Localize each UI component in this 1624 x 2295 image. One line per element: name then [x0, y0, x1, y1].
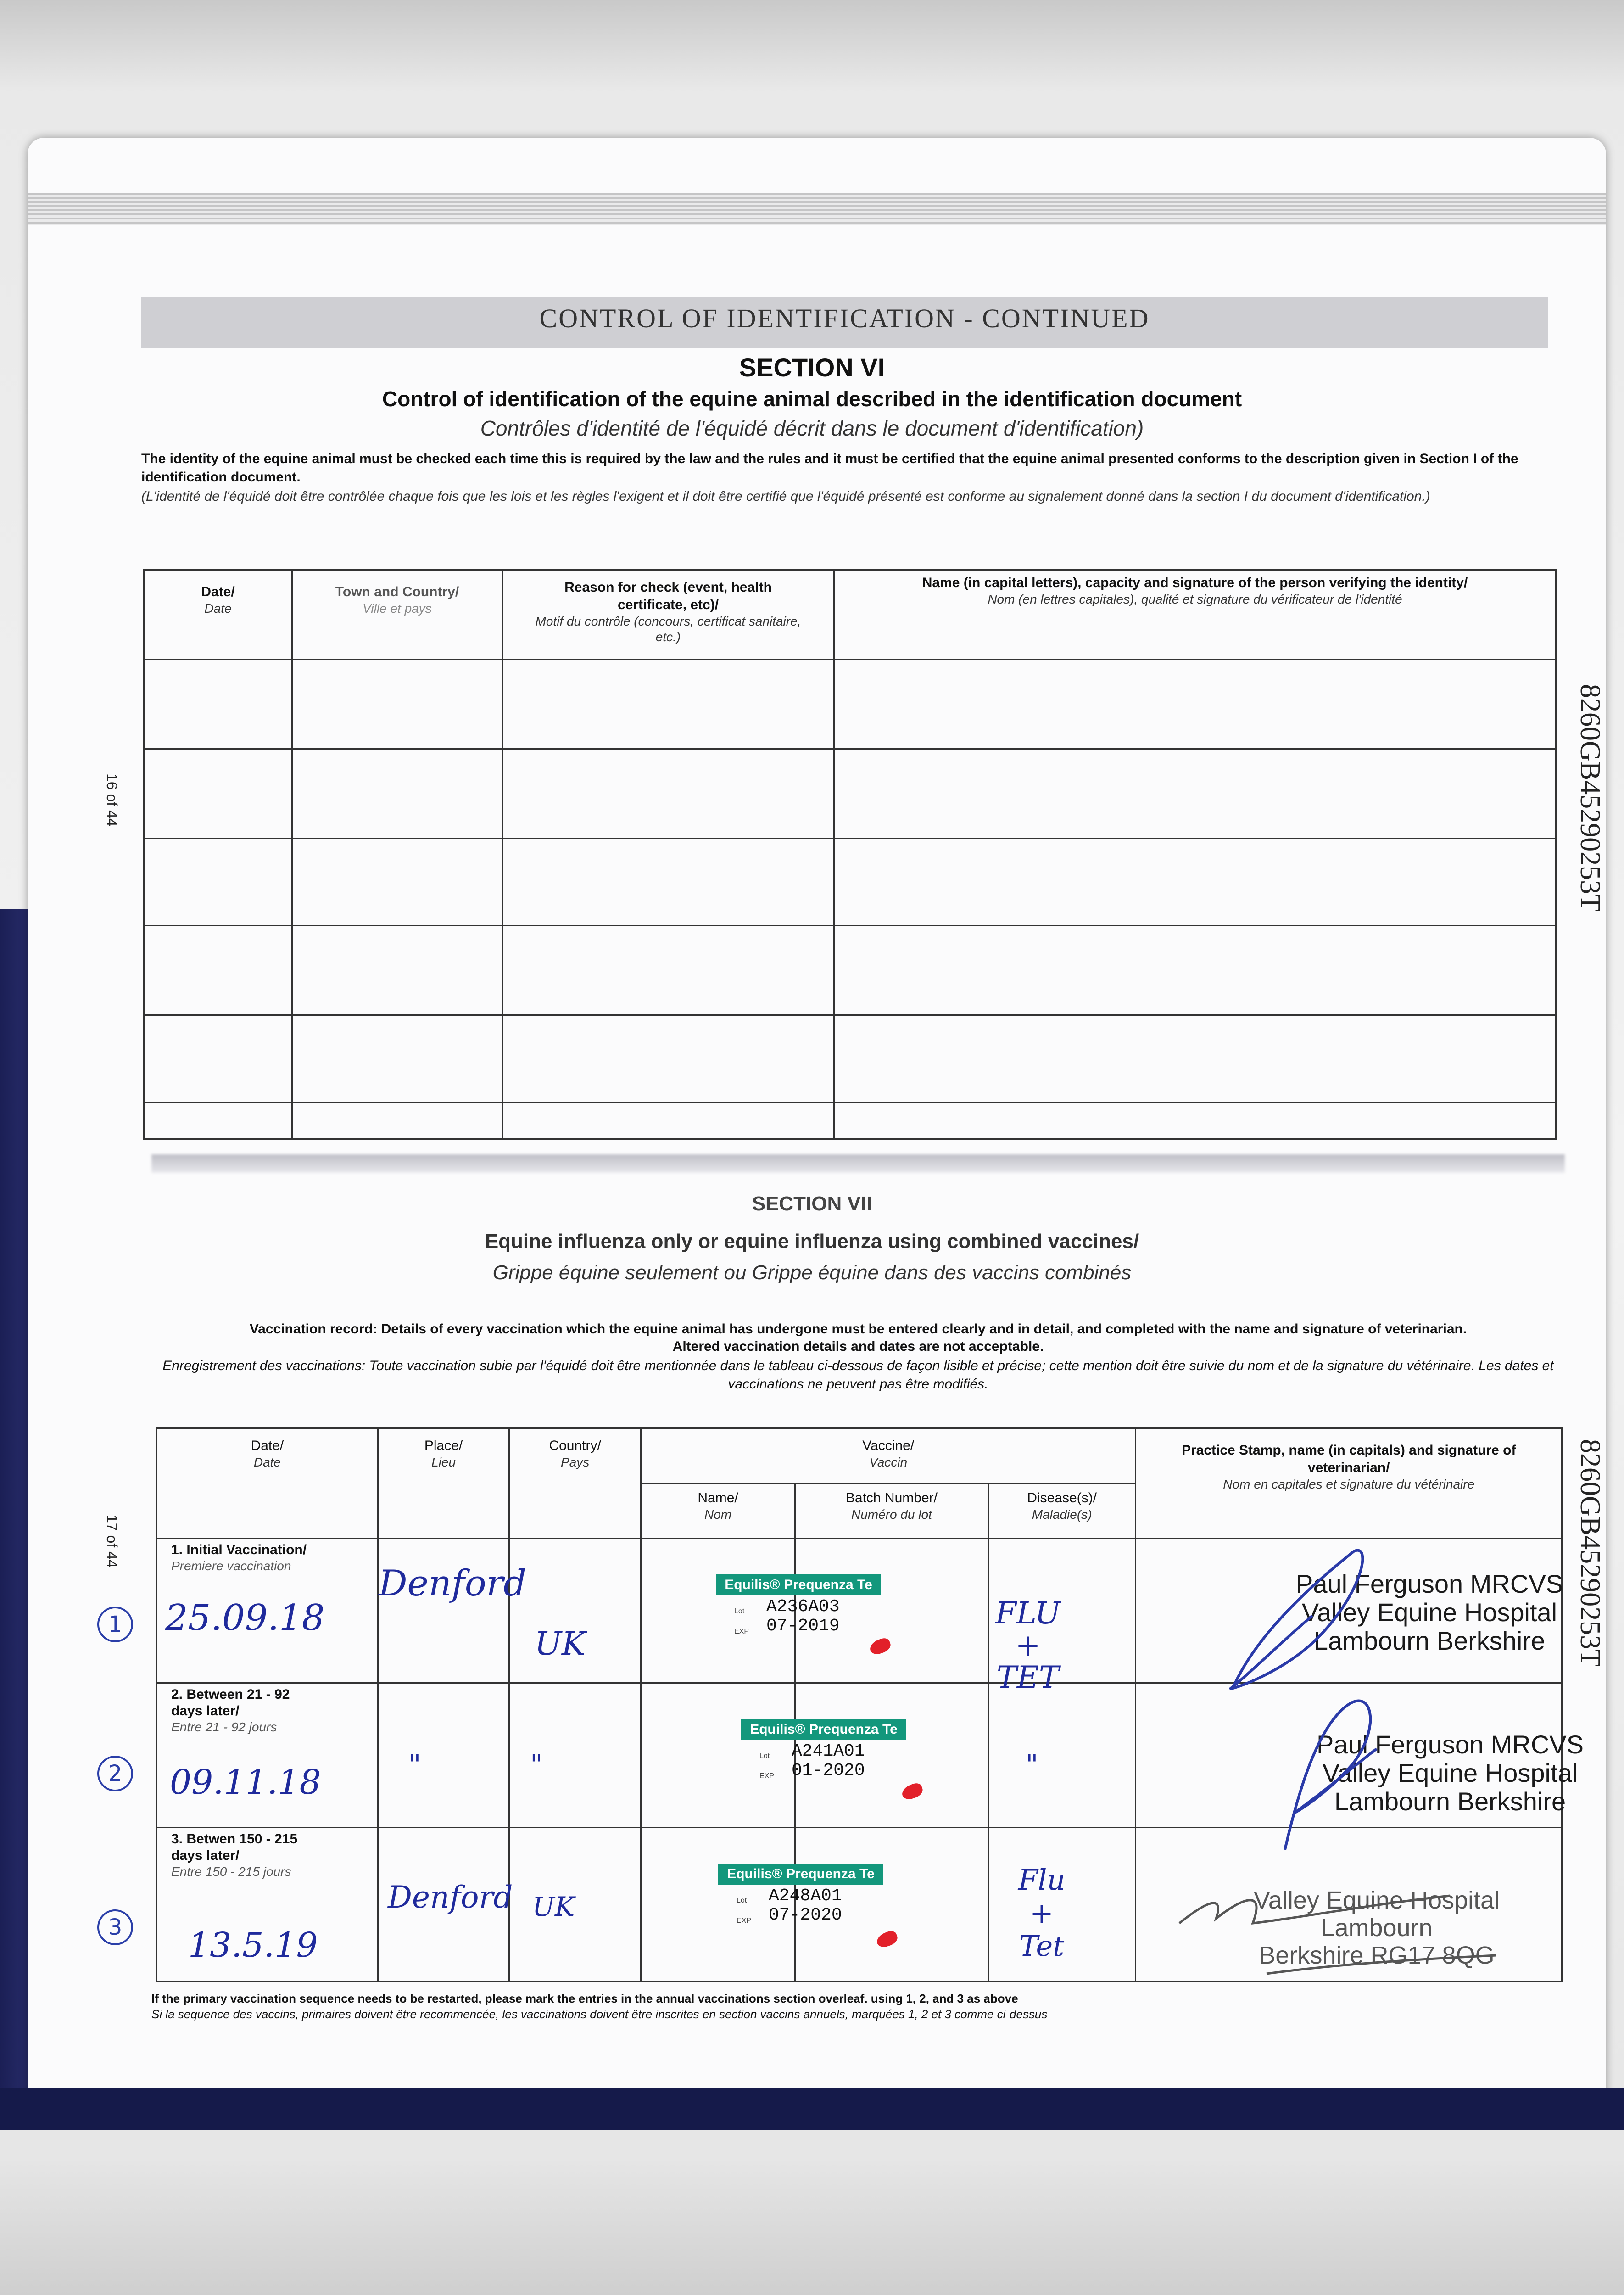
document-id: 8260GB45290253T — [1574, 684, 1606, 912]
page-crease — [151, 1154, 1565, 1173]
town-cell[interactable] — [292, 749, 502, 839]
town-cell[interactable] — [292, 660, 502, 749]
circle-number: 1 — [97, 1606, 133, 1642]
town-cell[interactable] — [292, 1103, 502, 1139]
table-row — [144, 1103, 1556, 1139]
section-heading-en: Equine influenza only or equine influenza using combined vaccines/ — [485, 1230, 1139, 1253]
country-entry: UK — [532, 1891, 575, 1922]
col-header-date: Date/ Date — [157, 1428, 378, 1539]
reason-cell[interactable] — [502, 1103, 834, 1139]
circle-number: 2 — [97, 1756, 133, 1791]
page-number: 17 of 44 — [104, 1515, 120, 1568]
country-entry: UK — [535, 1625, 586, 1662]
verifier-cell[interactable] — [834, 839, 1556, 926]
section-title: SECTION VII — [752, 1192, 872, 1215]
reason-cell[interactable] — [502, 749, 834, 839]
date-cell[interactable] — [144, 1103, 292, 1139]
vaccine-sticker: Equilis® Prequenza Te Lot EXP A236A03 07-2019 — [716, 1574, 881, 1636]
section-heading-fr: Contrôles d'identité de l'équidé décrit dans le document d'identification) — [480, 416, 1144, 440]
verifier-cell[interactable] — [834, 1015, 1556, 1103]
expiry-date: 07-2020 — [769, 1905, 842, 1925]
date-cell[interactable] — [144, 1015, 292, 1103]
col-header-reason: Reason for check (event, health certificate, etc)/ Motif du contrôle (concours, certificat sanitaire, etc.) — [502, 570, 834, 660]
place-entry: Denford — [388, 1880, 513, 1915]
table-row — [144, 749, 1556, 839]
col-header-stamp: Practice Stamp, name (in capitals) and signature of veterinarian/ Nom en capitales et signature du vétérinaire — [1136, 1428, 1562, 1539]
document-id: 8260GB45290253T — [1574, 1439, 1606, 1667]
disease-entry: " — [1026, 1749, 1038, 1781]
vaccination-intro-en-2: Altered vaccination details and dates are not acceptable. — [672, 1339, 1044, 1354]
town-cell[interactable] — [292, 926, 502, 1015]
col-header-date: Date/ Date — [144, 570, 292, 660]
col-header-name: Name/ Nom — [641, 1483, 795, 1539]
vaccination-intro-fr: Enregistrement des vaccinations: Toute vaccination subie par l'équidé doit être mentionnée dans le tableau ci-dessous de façon lisible et précise; cette mention doit être suivie du nom et de la signature du vétérinaire. Les dates et vaccinations ne peuvent pas être modifiés. — [162, 1358, 1554, 1392]
expiry-date: 07-2019 — [766, 1616, 840, 1636]
col-header-verifier: Name (in capital letters), capacity and signature of the person verifying the identity/ Nom (en lettres capitales), qualité et signature du vérificateur de l'identité — [834, 570, 1556, 660]
verifier-cell[interactable] — [834, 926, 1556, 1015]
place-entry: " — [408, 1749, 421, 1781]
row-label-cell: 3. Betwen 150 - 215 days later/ Entre 150 - 215 jours — [157, 1828, 378, 1982]
vet-stamp: Paul Ferguson MRCVS Valley Equine Hospital Lambourn Berkshire — [1295, 1569, 1563, 1655]
row-label-cell: 1. Initial Vaccination/ Premiere vaccination — [157, 1539, 378, 1683]
place-entry: Denford — [379, 1563, 526, 1604]
table-row — [144, 839, 1556, 926]
table-row — [144, 660, 1556, 749]
footnote-en: If the primary vaccination sequence needs to be restarted, please mark the entries in the annual vaccinations section overleaf. using 1, 2, and 3 as above — [151, 1992, 1018, 2005]
page-header: CONTROL OF IDENTIFICATION - CONTINUED — [539, 303, 1150, 333]
intro-en: The identity of the equine animal must be checked each time this is required by the law and the rules and it must be certified that the equine animal presented conforms to the description given in Section I of the identification document. — [141, 451, 1518, 485]
date-cell[interactable] — [144, 749, 292, 839]
col-header-place: Place/ Lieu — [378, 1428, 509, 1539]
vaccine-sticker: Equilis® Prequenza Te Lot EXP A248A01 07-2020 — [718, 1864, 883, 1925]
col-header-vaccine: Vaccine/ Vaccin — [641, 1428, 1135, 1483]
section-heading-fr: Grippe équine seulement ou Grippe équine dans des vaccins combinés — [492, 1261, 1132, 1284]
lot-number: A241A01 — [792, 1741, 865, 1761]
date-cell[interactable] — [144, 926, 292, 1015]
verifier-cell[interactable] — [834, 749, 1556, 839]
circle-number: 3 — [97, 1909, 133, 1945]
vet-stamp: Valley Equine Hospital Lambourn Berkshire RG17 8QG — [1253, 1886, 1500, 1969]
date-cell[interactable] — [144, 660, 292, 749]
town-cell[interactable] — [292, 1015, 502, 1103]
disease-cell[interactable] — [988, 1683, 1136, 1828]
date-entry: 09.11.18 — [170, 1763, 321, 1802]
expiry-date: 01-2020 — [792, 1761, 865, 1780]
country-entry: " — [530, 1749, 543, 1781]
table-row — [144, 926, 1556, 1015]
vet-signature — [1175, 1873, 1505, 1987]
place-cell[interactable] — [378, 1539, 509, 1683]
table-row — [144, 1015, 1556, 1103]
col-header-country: Country/ Pays — [509, 1428, 641, 1539]
identity-check-table — [143, 569, 1557, 1140]
col-header-disease: Disease(s)/ Maladie(s) — [988, 1483, 1136, 1539]
footnote-fr: Si la sequence des vaccins, primaires doivent être recommencée, les vaccinations doivent être inscrites en section vaccins annuels, marquées 1, 2 et 3 comme ci-dessus — [151, 2007, 1048, 2021]
lot-number: A248A01 — [769, 1886, 842, 1906]
vet-stamp: Paul Ferguson MRCVS Valley Equine Hospital Lambourn Berkshire — [1316, 1730, 1584, 1816]
page-number: 16 of 44 — [104, 773, 120, 827]
country-cell[interactable] — [509, 1683, 641, 1828]
country-cell[interactable] — [509, 1828, 641, 1982]
intro-fr: (L'identité de l'équidé doit être contrôlée chaque fois que les lois et les règles l'exigent et il doit être certifié que l'équidé présenté est conforme au signalement donné dans la section I du document d'identification.) — [141, 489, 1430, 504]
verifier-cell[interactable] — [834, 660, 1556, 749]
binder-bottom-edge — [0, 2088, 1624, 2130]
verifier-cell[interactable] — [834, 1103, 1556, 1139]
section-title: SECTION VI — [739, 353, 885, 382]
date-entry: 13.5.19 — [188, 1926, 318, 1965]
date-entry: 25.09.18 — [165, 1597, 325, 1639]
reason-cell[interactable] — [502, 660, 834, 749]
town-cell[interactable] — [292, 839, 502, 926]
reason-cell[interactable] — [502, 1015, 834, 1103]
vet-signature — [1179, 1533, 1427, 1864]
page-fold — [28, 193, 1606, 225]
lot-number: A236A03 — [766, 1597, 840, 1617]
col-header-town: Town and Country/ Ville et pays — [292, 570, 502, 660]
reason-cell[interactable] — [502, 926, 834, 1015]
place-cell[interactable] — [378, 1683, 509, 1828]
date-cell[interactable] — [144, 839, 292, 926]
disease-entry: Flu + Tet — [1018, 1863, 1066, 1963]
disease-entry: FLU + TET — [995, 1595, 1060, 1695]
vaccination-intro-en: Vaccination record: Details of every vaccination which the equine animal has undergone must be entered clearly and in detail, and completed with the name and signature of veterinarian. — [249, 1321, 1467, 1337]
vaccine-sticker: Equilis® Prequenza Te Lot EXP A241A01 01-2020 — [741, 1719, 906, 1780]
section-heading-en: Control of identification of the equine animal described in the identification document — [382, 387, 1242, 411]
col-header-batch: Batch Number/ Numéro du lot — [795, 1483, 988, 1539]
reason-cell[interactable] — [502, 839, 834, 926]
row-label-cell: 2. Between 21 - 92 days later/ Entre 21 - 92 jours — [157, 1683, 378, 1828]
